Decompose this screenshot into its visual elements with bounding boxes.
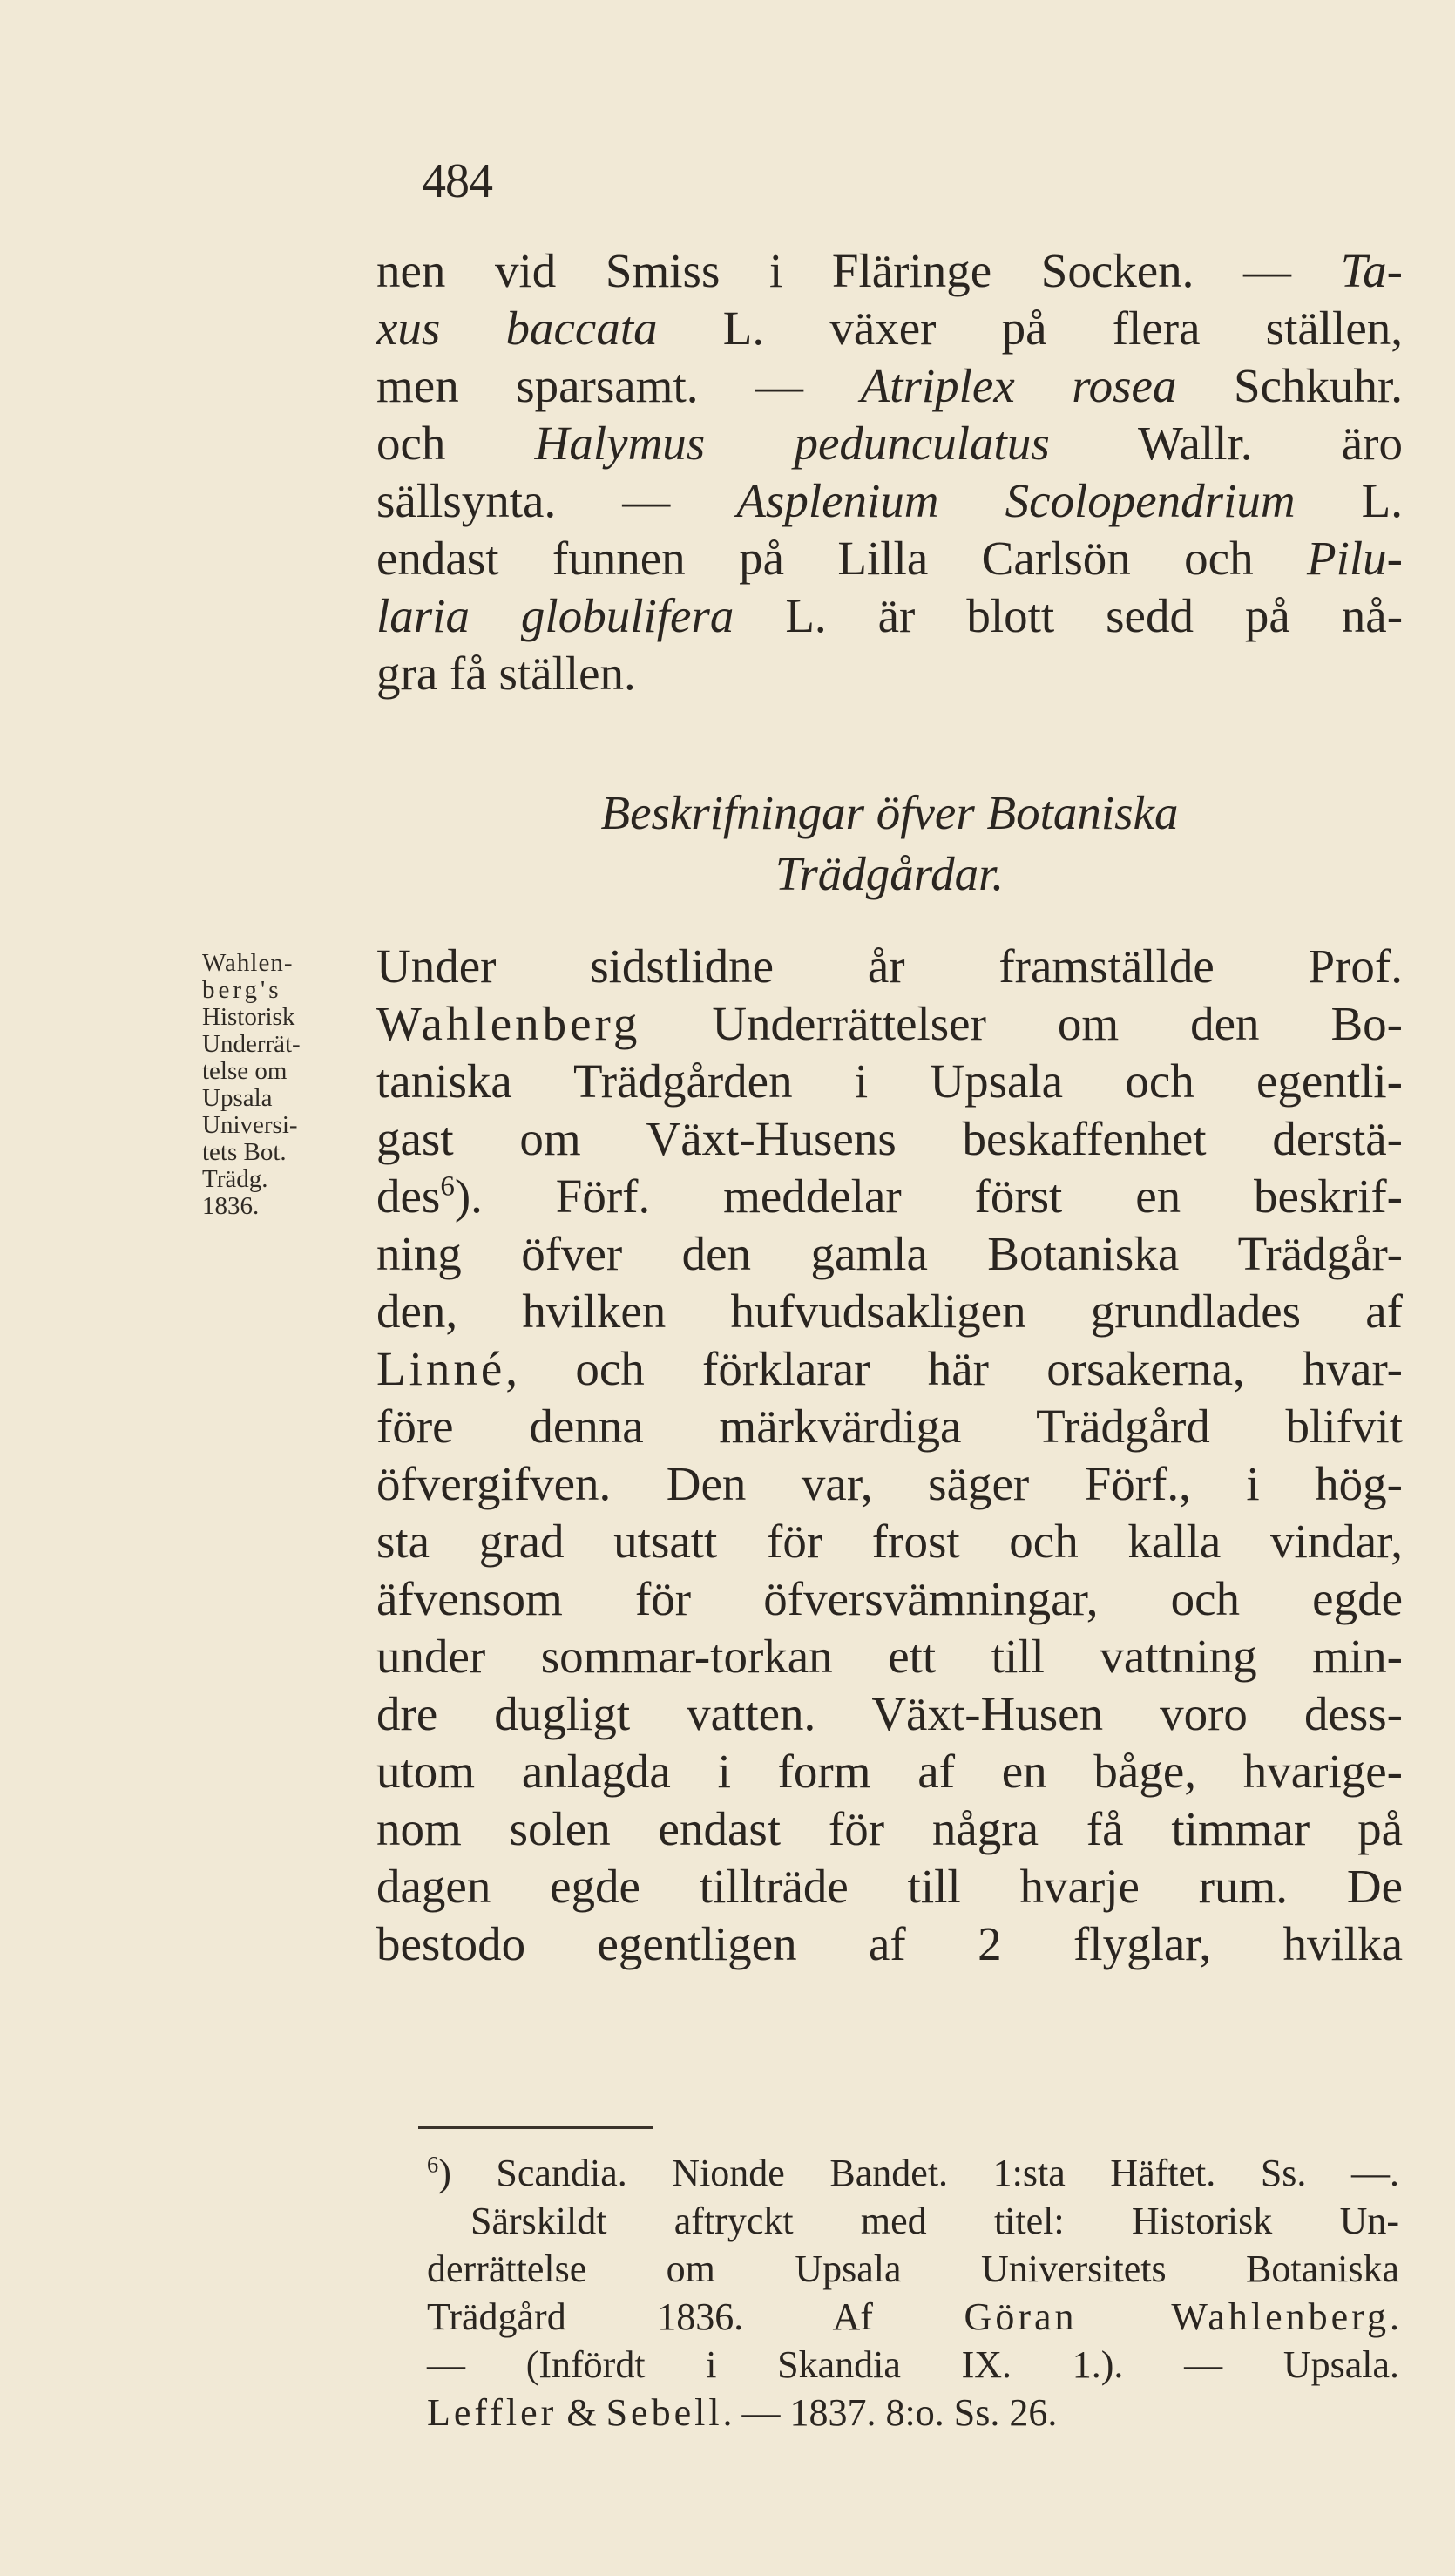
text-line: öfvergifven. Den var, säger Förf., i hög- <box>376 1457 1403 1510</box>
text-line: taniska Trädgården i Upsala och egentli- <box>376 1054 1403 1108</box>
species-name: Pilu- <box>1307 532 1403 585</box>
species-name: Ta- <box>1340 244 1403 297</box>
text-line: den, hvilken hufvudsakligen grundlades af <box>376 1285 1403 1338</box>
text-line: dagen egde tillträde till hvarje rum. De <box>376 1860 1403 1913</box>
text-line: derrättelse om Upsala Universitets Botaniska <box>427 2247 1399 2290</box>
text-line: Särskildt aftryckt med titel: Historisk Un- <box>470 2200 1399 2242</box>
text-line: Leffler & Sebell. — 1837. 8:o. Ss. 26. <box>427 2391 1058 2434</box>
text-line: under sommar-torkan ett till vattning min- <box>376 1630 1403 1683</box>
paragraph-two <box>376 938 1403 1973</box>
page-number: 484 <box>422 154 492 208</box>
species-name: xus baccata <box>376 302 658 355</box>
text-line: och Halymus pedunculatus Wallr. äro <box>376 417 1403 470</box>
text-line: sällsynta. — Asplenium Scolopendrium L. <box>376 474 1403 527</box>
text-line: utom anlagda i form af en båge, hvarige- <box>376 1745 1403 1798</box>
text-line: nom solen endast för några få timmar på <box>376 1802 1403 1855</box>
text-line: Linné, och förklarar här orsakerna, hvar- <box>376 1342 1403 1395</box>
text-line: sta grad utsatt för frost och kalla vindar, <box>376 1515 1403 1568</box>
text-line: äfvensom för öfversvämningar, och egde <box>376 1572 1403 1625</box>
text-line: des$^6$). Förf. meddelar först en beskrif- <box>376 1169 1403 1223</box>
text-line: Wahlenberg Underrättelser om den Bo- <box>376 997 1403 1050</box>
text-line: xus baccata L. växer på flera ställen, <box>376 302 1403 355</box>
footnote-number: 6 <box>427 2151 439 2178</box>
text-line: dre dugligt vatten. Växt-Husen voro dess- <box>376 1687 1403 1740</box>
section-heading <box>376 783 1403 905</box>
text-line: $^6$) Scandia. Nionde Bandet. 1:sta Häftet. Ss. —. <box>427 2151 1399 2194</box>
margin-note: Wahlen- berg's Historisk Underrät- telse om Upsala Universi- tets Bot. Trädg. 1836. <box>202 949 301 1220</box>
publisher-name: Leffler <box>427 2391 558 2434</box>
text-line: gast om Växt-Husens beskaffenhet derstä- <box>376 1112 1403 1165</box>
publisher-name: Sebell <box>606 2391 723 2434</box>
text-line: — (Infördt i Skandia IX. 1.). — Upsala. <box>427 2343 1399 2386</box>
text-line: laria globulifera L. är blott sedd på nå- <box>376 589 1404 642</box>
text-line: gra få ställen. <box>376 647 636 700</box>
species-name: Atriplex rosea <box>860 359 1177 412</box>
text-line: Trädgård 1836. Af Göran Wahlenberg. <box>427 2295 1399 2338</box>
heading-line: Beskrifningar öfver Botaniska <box>600 786 1179 839</box>
author-name: Linné <box>376 1342 506 1395</box>
paragraph-one <box>376 242 1403 702</box>
species-name: laria globulifera <box>376 589 734 642</box>
text-line: nen vid Smiss i Fläringe Socken. — Ta- <box>376 244 1403 297</box>
footnote <box>427 2149 1399 2437</box>
heading-line: Trädgårdar. <box>775 847 1005 900</box>
author-name: Göran Wahlenberg <box>964 2295 1390 2338</box>
text-line: bestodo egentligen af 2 flyglar, hvilka <box>376 1917 1403 1970</box>
species-name: Halymus pedunculatus <box>534 417 1050 470</box>
author-name: Wahlenberg <box>376 997 641 1050</box>
species-name: Asplenium Scolopendrium <box>736 474 1296 527</box>
footnote-marker: 6 <box>440 1170 455 1203</box>
footnote-rule <box>418 2126 653 2129</box>
text-line: endast funnen på Lilla Carlsön och Pilu- <box>376 532 1403 585</box>
text-line: ning öfver den gamla Botaniska Trädgår- <box>376 1227 1403 1280</box>
text-line: före denna märkvärdiga Trädgård blifvit <box>376 1400 1403 1453</box>
text-line: men sparsamt. — Atriplex rosea Schkuhr. <box>376 359 1404 412</box>
text-line: Under sidstlidne år framställde Prof. <box>376 939 1403 993</box>
